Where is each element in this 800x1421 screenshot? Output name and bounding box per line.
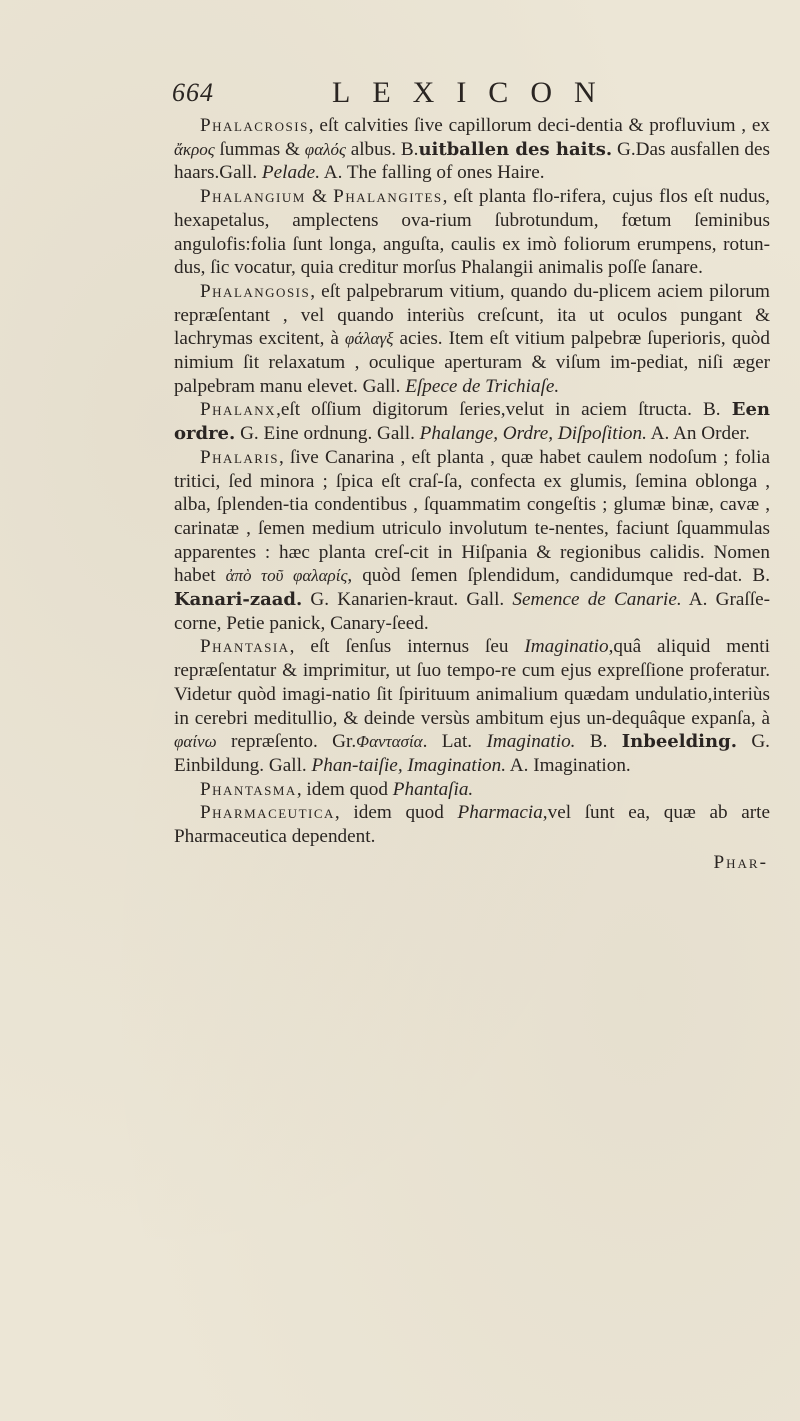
- definition-text: ,vel ſunt ea, quæ ab arte Pharmaceutica dependent.: [174, 802, 770, 848]
- headword: Phalanx: [200, 399, 277, 421]
- greek-term: φάλαγξ: [344, 329, 394, 349]
- definition-text: A. An Order.: [646, 423, 750, 445]
- headword: Phalangium: [200, 186, 306, 208]
- entry-phalanx: [174, 398, 770, 445]
- definition-text: G. Eine ordnung. Gall.: [235, 423, 420, 445]
- lexicon-column: [174, 114, 770, 875]
- french-term: Phalange, Ordre, Diſpoſition.: [419, 423, 647, 445]
- definition-text: , idem quod: [334, 802, 458, 824]
- definition-text: ſummas &: [214, 138, 305, 160]
- definition-text: albus. B.: [345, 138, 419, 160]
- french-term: Semence de Canarie.: [512, 589, 682, 611]
- greek-term: Φαντασία: [356, 732, 423, 752]
- definition-text: , eſt palpebrarum vitium, quando du-plicem aciem pilorum repræſentant , vel quando interiùs creſcunt, ita ut oculos pungant & lachrymas excitent, à: [174, 280, 770, 350]
- greek-term: ἀπὸ τοῦ φαλαρίς: [225, 566, 348, 586]
- headword-variant: Phalangites: [333, 186, 443, 208]
- definition-text: ,quâ aliquid menti repræſentatur & imprimitur, ut ſuo tempo-re cum ejus expreſſione proferatur. Videtur quòd imagi-natio ſit ſpirituum animalium quædam undulatio,interiùs in cerebri meditullio, & deinde versùs ambitum ejus un-dequâque expanſa, à: [174, 636, 770, 729]
- headword: Phantasma: [200, 778, 297, 800]
- running-title: LEXICON: [332, 76, 618, 109]
- dutch-blackletter: Een ordre.: [174, 399, 770, 445]
- latin-term: Imaginatio.: [486, 731, 576, 753]
- dutch-blackletter: uitballen des haits.: [418, 138, 613, 160]
- latin-term: Imaginatio: [524, 636, 609, 658]
- cross-reference: Pharmacia: [457, 802, 543, 824]
- entry-phalangium: [174, 185, 770, 280]
- headword: Phalacrosis: [200, 115, 309, 136]
- headword: Phalaris: [200, 446, 280, 468]
- catchword: Phar-: [713, 851, 768, 873]
- page-number: 664: [172, 78, 214, 107]
- definition-text: , eſt calvities ſive capillorum deci-dentia & profluvium , ex: [308, 115, 770, 136]
- definition-text: acies. Item eſt vitium palpebræ ſuperioris, quòd nimium ſit relaxatum , oculique aperturam & viſum im-pediat, niſi æger palpebram manu elevet. Gall.: [174, 328, 770, 397]
- french-term: Eſpece de Trichiaſe.: [405, 375, 560, 397]
- definition-text: , ſive Canarina , eſt planta , quæ habet caulem nodoſum ; folia tritici, ſed minora ; ſpica eſt craſ-ſa, confecta ex glumis, ſemina oblonga , alba, ſplenden-tia condentibus , ſquammatim congeſtis ; glumæ binæ, cavæ , carinatæ , ſemen medium utriculo involutum te-nentes, faciunt ſquammulas apparentes : hæc planta creſ-cit in Hiſpania & regionibus calidis. Nomen habet: [174, 446, 770, 587]
- definition-text: , quòd ſemen ſplendidum, candidumque red-dat. B.: [347, 565, 770, 587]
- definition-text: G. Kanarien-kraut. Gall.: [302, 589, 513, 611]
- definition-text: A. Imagination.: [506, 754, 631, 776]
- greek-term: φαίνω: [174, 732, 217, 752]
- definition-text: G.Das ausfallen des haars.Gall.: [174, 138, 770, 184]
- cross-reference: Phantaſia.: [392, 778, 474, 800]
- dutch-blackletter: Kanari-zaad.: [174, 589, 303, 611]
- headword: Phantasia: [200, 636, 290, 658]
- headword: Pharmaceutica: [200, 802, 335, 824]
- french-term: Pelade.: [261, 162, 320, 184]
- headword: Phalangosis: [200, 280, 311, 302]
- entry-phalacrosis: [174, 114, 770, 185]
- dutch-blackletter: Inbeelding.: [621, 731, 737, 753]
- definition-text: , idem quod: [296, 778, 393, 800]
- definition-text: A. The falling of ones Haire.: [320, 162, 545, 184]
- definition-text: repræſento. Gr.: [216, 731, 357, 753]
- entry-phalaris: [174, 446, 770, 636]
- page-header: [172, 76, 692, 116]
- definition-text: G. Einbildung. Gall.: [174, 731, 770, 776]
- definition-text: , eſt ſenſus internus ſeu: [289, 636, 525, 658]
- entry-pharmaceutica: [174, 801, 770, 848]
- greek-term: φαλός: [304, 139, 346, 159]
- definition-text: B.: [575, 731, 622, 753]
- entry-phalangosis: [174, 280, 770, 399]
- definition-text: ,eſt oſſium digitorum ſeries,velut in aciem ſtructa. B.: [276, 399, 732, 421]
- french-term: Phan-taiſie, Imagination.: [311, 754, 507, 776]
- entry-phantasma: [174, 778, 770, 802]
- definition-text: , eſt planta flo-rifera, cujus flos eſt nudus, hexapetalus, amplectens ova-rium ſubrotundum, fœtum ſeminibus angulofis:folia ſunt longa, anguſta, caulis ex imò foliorum erumpens, rotun-dus, ſic vocatur, quia creditur morſus Phalangii animalis poſſe ſanare.: [174, 186, 770, 279]
- entry-phantasia: [174, 635, 770, 777]
- definition-text: A. Graſſe-corne, Petie panick, Canary-ſeed.: [174, 589, 770, 634]
- definition-text: &: [305, 186, 334, 208]
- greek-term: ἄκρος: [174, 139, 215, 159]
- definition-text: . Lat.: [422, 731, 487, 753]
